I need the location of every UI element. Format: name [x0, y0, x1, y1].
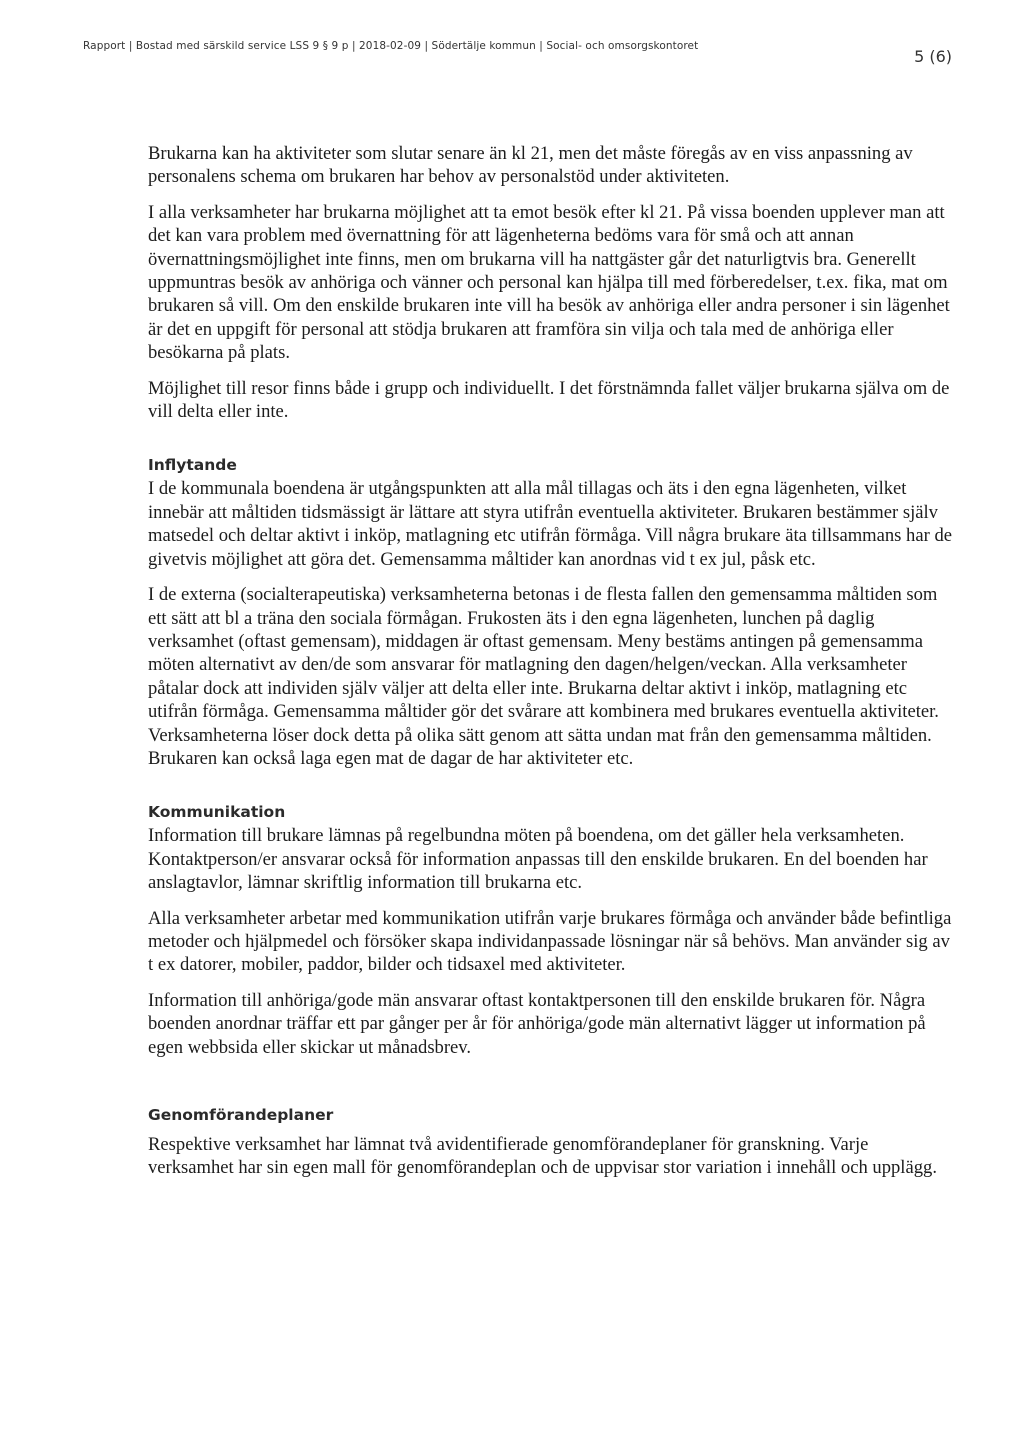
section-heading-genomforandeplaner: Genomförandeplaner: [148, 1106, 334, 1124]
paragraph: Respektive verksamhet har lämnat två avidentifierade genomförandeplaner för granskning. Varje verksamhet har sin egen mall för genomförandeplan och de uppvisar stor variation i innehåll och upplägg.: [148, 1134, 937, 1179]
section-heading-inflytande: Inflytande: [148, 456, 237, 475]
paragraph: Möjlighet till resor finns både i grupp och individuellt. I det förstnämnda fallet väljer brukarna själva om de vill delta eller inte.: [148, 377, 950, 423]
paragraph: I alla verksamheter har brukarna möjlighet att ta emot besök efter kl 21. På vissa boenden upplever man att det kan vara problem med övernattning för att lägenheterna bedöms vara för små och att annan övernattningsmöjlighet inte finns, men om brukarna vill ha nattgäster går det naturligtvis bra. Generellt uppmuntras besök av anhöriga och vänner och personal kan hjälpa till med förberedelser, t.ex. fika, mat om brukaren så vill. Om den enskilde brukaren inte vill ha besök av anhöriga eller andra personer i sin lägenhet är det en uppgift för personal att stödja brukaren att framföra sin vilja och tala med de anhöriga eller besökarna på plats.: [148, 201, 950, 364]
document-body: [148, 142, 958, 1192]
paragraph: Brukarna kan ha aktiviteter som slutar senare än kl 21, men det måste föregås av en viss anpassning av personalens schema om brukaren har behov av personalstöd under aktiviteten.: [148, 143, 913, 188]
page-number: 5 (6): [914, 47, 952, 66]
paragraph: Information till anhöriga/gode män ansvarar oftast kontaktpersonen till den enskilde brukaren för. Några boenden anordnar träffar ett par gånger per år för anhöriga/gode män alternativt lägger ut information på egen webbsida eller skickar ut månadsbrev.: [148, 989, 926, 1058]
section-heading-kommunikation: Kommunikation: [148, 803, 286, 822]
paragraph: Information till brukare lämnas på regelbundna möten på boendena, om det gäller hela verksamheten. Kontaktperson/er ansvarar också för information anpassas till den enskilde brukaren. En del boenden har anslagtavlor, lämnar skriftlig information till brukarna etc.: [148, 825, 928, 894]
paragraph: I de externa (socialterapeutiska) verksamheterna betonas i de flesta fallen den gemensamma måltiden som ett sätt att bl a träna den sociala förmågan. Frukosten äts i den egna lägenheten, lunchen på daglig verksamhet (oftast gemensam), middagen är oftast gemensam. Meny bestäms antingen på gemensamma möten alternativt av den/de som ansvarar för matlagning den dagen/helgen/veckan. Alla verksamheter påtalar dock att individen själv väljer att delta eller inte. Brukarna deltar aktivt i inköp, matlagning etc utifrån förmåga. Gemensamma måltider gör det svårare att kombinera med brukares eventuella aktiviteter. Verksamheterna löser dock detta på olika sätt genom att sätta undan mat från den gemensamma måltiden. Brukaren kan också laga egen mat de dagar de har aktiviteter etc.: [148, 584, 939, 769]
paragraph: Alla verksamheter arbetar med kommunikation utifrån varje brukares förmåga och använder både befintliga metoder och hjälpmedel och försöker skapa individanpassade lösningar när så behövs. Man använder sig av t ex datorer, mobiler, paddor, bilder och tidsaxel med aktiviteter.: [148, 907, 952, 976]
paragraph: I de kommunala boendena är utgångspunkten att alla mål tillagas och äts i den egna lägenheten, vilket innebär att måltiden tidsmässigt är lättare att styra utifrån eventuella aktiviteter. Brukaren bestämmer själv matsedel och deltar aktivt i inköp, matlagning etc utifrån förmåga. Vill några brukare äta tillsammans har de givetvis möjlighet att göra det. Gemensamma måltider kan anordnas vid t ex jul, påsk etc.: [148, 478, 952, 570]
running-header: Rapport | Bostad med särskild service LSS 9 § 9 p | 2018-02-09 | Södertälje kommun | Social- och omsorgskontoret: [83, 40, 699, 52]
